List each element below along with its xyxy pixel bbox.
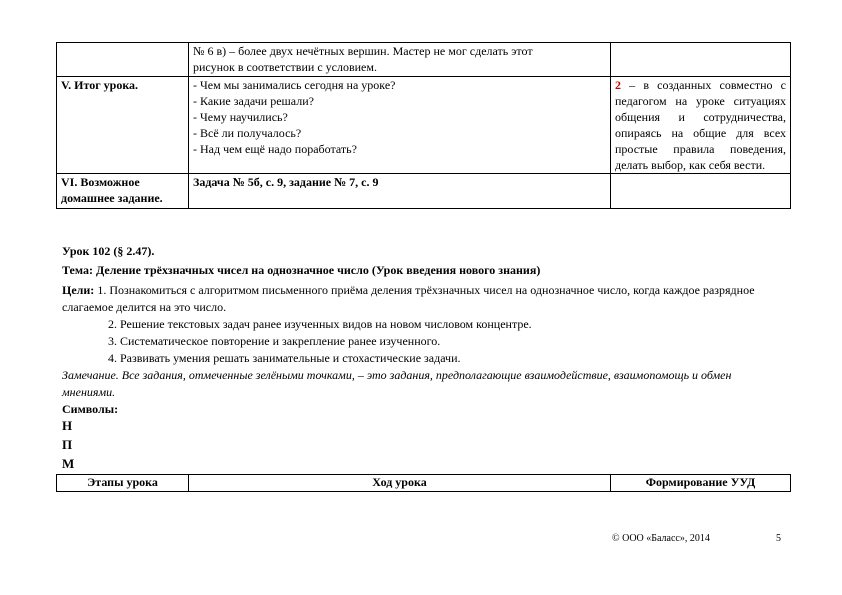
process-line: - Над чем ещё надо поработать? <box>193 142 357 156</box>
page-number: 5 <box>776 533 781 544</box>
lesson-goals <box>62 282 782 367</box>
uud-cell <box>611 77 791 174</box>
lesson-topic: Тема: Деление трёхзначных чисел на однозначное число (Урок введения нового знания) <box>62 263 541 277</box>
lesson-plan-table <box>56 42 791 209</box>
stage-cell <box>57 43 189 77</box>
process-cell <box>189 43 611 77</box>
uud-text: – в созданных совместно с педагогом на уроке ситуациях общения и сотрудничества, опираясь на общие для всех простые правила поведения, делать выбор, как себя вести. <box>615 78 786 172</box>
copyright-footer: © ООО «Баласс», 2014 <box>612 533 710 544</box>
goal-item: 3. Систематическое повторение и закрепление ранее изученного. <box>108 334 441 348</box>
stage-label: VI. Возможное домашнее задание. <box>61 175 163 205</box>
stage-label: V. Итог урока. <box>61 78 139 92</box>
process-line: - Какие задачи решали? <box>193 94 314 108</box>
process-line: - Чем мы занимались сегодня на уроке? <box>193 78 396 92</box>
symbol-p: П <box>62 437 73 452</box>
header-uud: Формирование УУД <box>611 475 791 492</box>
header-stages: Этапы урока <box>57 475 189 492</box>
lesson-stages-header-table <box>56 474 791 492</box>
uud-number: 2 <box>615 78 621 92</box>
table-row <box>57 43 791 77</box>
lesson-note: Замечание. Все задания, отмеченные зелёными точками, – это задания, предполагающие взаимодействие, взаимопомощь и обмен мнениями. <box>62 368 732 399</box>
uud-cell <box>611 43 791 77</box>
symbol-n: Н <box>62 418 73 433</box>
process-line: рисунок в соответствии с условием. <box>193 60 377 74</box>
symbol-m: М <box>62 456 75 471</box>
lesson-title: Урок 102 (§ 2.47). <box>62 244 155 258</box>
process-line: - Всё ли получалось? <box>193 126 302 140</box>
table-row <box>57 77 791 174</box>
stage-cell <box>57 174 189 209</box>
process-line: - Чему научились? <box>193 110 288 124</box>
stage-cell <box>57 77 189 174</box>
goal-item: 1. Познакомиться с алгоритмом письменного приёма деления трёхзначных чисел на однозначное число, когда каждое разрядное слагаемое делится на это число. <box>62 283 755 314</box>
process-cell <box>189 77 611 174</box>
goal-item: 2. Решение текстовых задач ранее изученных видов на новом числовом концентре. <box>108 317 532 331</box>
header-process: Ход урока <box>189 475 611 492</box>
process-cell <box>189 174 611 209</box>
table-header-row <box>57 475 791 492</box>
goal-item: 4. Развивать умения решать занимательные и стохастические задачи. <box>108 351 461 365</box>
process-line: № 6 в) – более двух нечётных вершин. Мастер не мог сделать этот <box>193 44 533 58</box>
process-line: Задача № 5б, с. 9, задание № 7, с. 9 <box>193 175 379 189</box>
symbols-label: Символы: <box>62 402 119 416</box>
table-row <box>57 174 791 209</box>
uud-cell <box>611 174 791 209</box>
goals-label: Цели: <box>62 283 95 297</box>
